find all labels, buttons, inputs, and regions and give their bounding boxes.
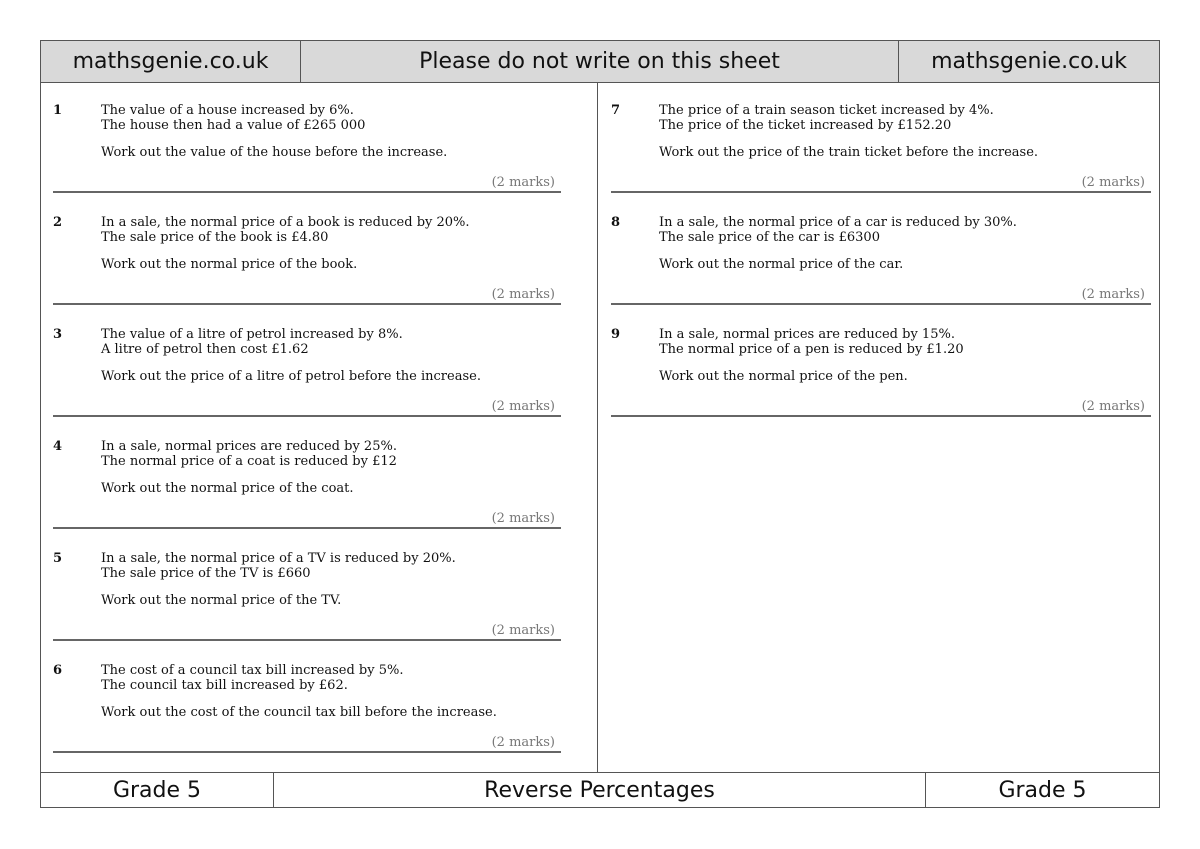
header-bar xyxy=(41,41,1159,83)
question-line: In a sale, normal prices are reduced by 25%. xyxy=(101,439,397,454)
question-number: 5 xyxy=(53,551,63,566)
worksheet xyxy=(40,40,1160,808)
question-marks: (2 marks) xyxy=(491,175,555,190)
question-line: The price of a train season ticket increased by 4%. xyxy=(659,103,994,118)
question-line: In a sale, the normal price of a TV is reduced by 20%. xyxy=(101,551,456,566)
question-line: A litre of petrol then cost £1.62 xyxy=(101,342,309,357)
question-number: 4 xyxy=(53,439,63,454)
question-task: Work out the normal price of the book. xyxy=(101,257,358,272)
question-marks: (2 marks) xyxy=(1081,175,1145,190)
question-marks: (2 marks) xyxy=(491,287,555,302)
question-line: The normal price of a pen is reduced by £1.20 xyxy=(659,342,964,357)
question-marks: (2 marks) xyxy=(1081,399,1145,414)
question-line: The sale price of the TV is £660 xyxy=(101,566,311,581)
question-number: 6 xyxy=(53,663,63,678)
question-task: Work out the cost of the council tax bill before the increase. xyxy=(101,705,497,720)
answer-rule xyxy=(53,191,561,193)
question-task: Work out the value of the house before the increase. xyxy=(101,145,448,160)
header-site-right: mathsgenie.co.uk xyxy=(931,49,1127,74)
question-line: The normal price of a coat is reduced by £12 xyxy=(101,454,397,469)
footer-grade-left: Grade 5 xyxy=(41,773,274,807)
answer-rule xyxy=(53,303,561,305)
question-task: Work out the normal price of the TV. xyxy=(101,593,342,608)
question-line: The price of the ticket increased by £152.20 xyxy=(659,118,952,133)
question-line: The sale price of the car is £6300 xyxy=(659,230,880,245)
question-number: 2 xyxy=(53,215,63,230)
question-line: In a sale, the normal price of a car is reduced by 30%. xyxy=(659,215,1017,230)
answer-rule xyxy=(53,527,561,529)
question-marks: (2 marks) xyxy=(1081,287,1145,302)
question-marks: (2 marks) xyxy=(491,399,555,414)
header-notice: Please do not write on this sheet xyxy=(301,41,899,82)
question-number: 7 xyxy=(611,103,621,118)
footer-topic: Reverse Percentages xyxy=(274,773,926,807)
question-marks: (2 marks) xyxy=(491,623,555,638)
answer-rule xyxy=(53,751,561,753)
question-line: In a sale, normal prices are reduced by 15%. xyxy=(659,327,955,342)
question-marks: (2 marks) xyxy=(491,511,555,526)
answer-rule xyxy=(611,415,1151,417)
question-line: The cost of a council tax bill increased by 5%. xyxy=(101,663,404,678)
question-number: 9 xyxy=(611,327,621,342)
answer-rule xyxy=(611,191,1151,193)
question-line: The sale price of the book is £4.80 xyxy=(101,230,329,245)
question-number: 1 xyxy=(53,103,63,118)
answer-rule xyxy=(53,639,561,641)
question-line: In a sale, the normal price of a book is reduced by 20%. xyxy=(101,215,470,230)
question-line: The council tax bill increased by £62. xyxy=(101,678,348,693)
question-number: 3 xyxy=(53,327,63,342)
answer-rule xyxy=(53,415,561,417)
question-task: Work out the price of the train ticket before the increase. xyxy=(659,145,1039,160)
question-task: Work out the normal price of the car. xyxy=(659,257,904,272)
question-number: 8 xyxy=(611,215,621,230)
question-task: Work out the normal price of the pen. xyxy=(659,369,908,384)
question-marks: (2 marks) xyxy=(491,735,555,750)
header-site-left: mathsgenie.co.uk xyxy=(41,41,301,82)
question-task: Work out the normal price of the coat. xyxy=(101,481,354,496)
answer-rule xyxy=(611,303,1151,305)
footer-grade-right: Grade 5 xyxy=(998,777,1087,803)
question-line: The value of a house increased by 6%. xyxy=(101,103,354,118)
footer-bar xyxy=(41,772,1159,807)
column-divider xyxy=(597,83,598,773)
question-line: The value of a litre of petrol increased by 8%. xyxy=(101,327,403,342)
question-task: Work out the price of a litre of petrol before the increase. xyxy=(101,369,481,384)
question-line: The house then had a value of £265 000 xyxy=(101,118,366,133)
